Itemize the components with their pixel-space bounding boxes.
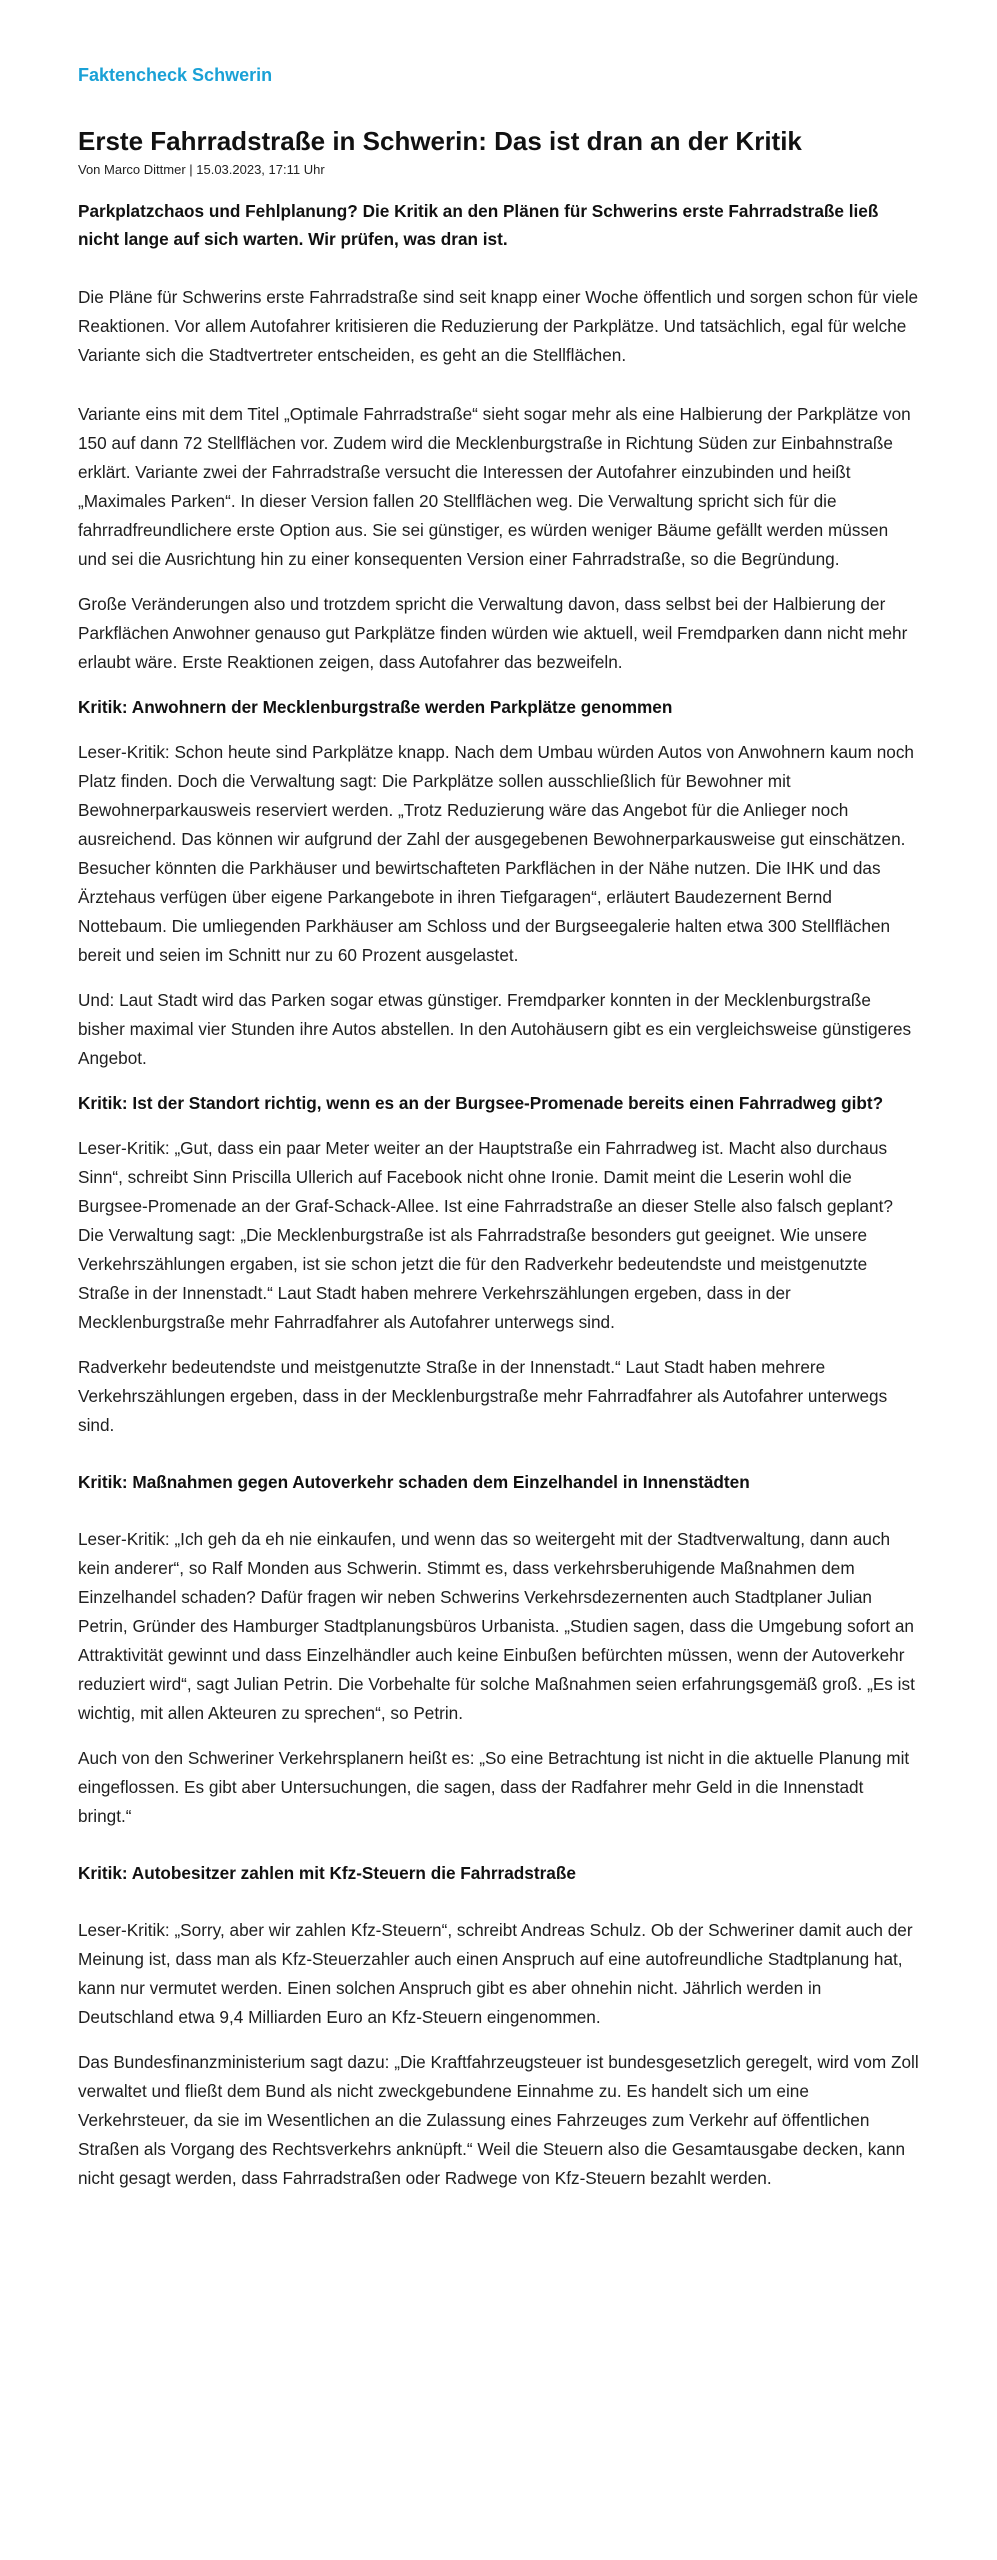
paragraph-10: Leser-Kritik: „Sorry, aber wir zahlen Kfz-Steuern“, schreibt Andreas Schulz. Ob der Schweriner damit auch der Meinung ist, dass man als Kfz-Steuerzahler auch einen Anspruch auf eine autofreundliche Stadtplanung hat, kann nur vermutet werden. Einen solchen Anspruch gibt es aber ohnehin nicht. Jährlich werden in Deutschland etwa 9,4 Milliarden Euro an Kfz-Steuern eingenommen. (78, 1920, 913, 2027)
subheading-kfz-steuern: Kritik: Autobesitzer zahlen mit Kfz-Steuern die Fahrradstraße (78, 1863, 576, 1883)
paragraph-4: Leser-Kritik: Schon heute sind Parkplätze knapp. Nach dem Umbau würden Autos von Anwohnern kaum noch Platz finden. Doch die Verwaltung sagt: Die Parkplätze sollen ausschließlich für Bewohner mit Bewohnerparkausweis reserviert werden. „Trotz Reduzierung wäre das Angebot für die Anlieger noch ausreichend. Das können wir aufgrund der Zahl der ausgegebenen Bewohnerparkausweise gut einschätzen. Besucher könnten die Parkhäuser und bewirtschafteten Parkflächen in der Nähe nutzen. Die IHK und das Ärztehaus verfügen über eigene Parkangebote in ihren Tiefgaragen“, erläutert Baudezernent Bernd Nottebaum. Die umliegenden Parkhäuser am Schloss und der Burgseegalerie halten etwa 300 Stellflächen bereit und seien im Schnitt nur zu 60 Prozent ausgelastet. (78, 742, 914, 965)
subheading-parkplaetze: Kritik: Anwohnern der Mecklenburgstraße werden Parkplätze genommen (78, 697, 673, 717)
paragraph-1: Die Pläne für Schwerins erste Fahrradstraße sind seit knapp einer Woche öffentlich und sorgen schon für viele Reaktionen. Vor allem Autofahrer kritisieren die Reduzierung der Parkplätze. Und tatsächlich, egal für welche Variante sich die Stadtvertreter entscheiden, es geht an die Stellflächen. (78, 287, 919, 365)
paragraph-7: Radverkehr bedeutendste und meistgenutzte Straße in der Innenstadt.“ Laut Stadt haben mehrere Verkehrszählungen ergeben, dass in der Mecklenburgstraße mehr Fahrradfahrer als Autofahrer unterwegs sind. (78, 1357, 888, 1435)
paragraph-5: Und: Laut Stadt wird das Parken sogar etwas günstiger. Fremdparker konnten in der Mecklenburgstraße bisher maximal vier Stunden ihre Autos abstellen. In den Autohäusern gibt es ein vergleichsweise günstigeres Angebot. (78, 990, 912, 1068)
paragraph-11: Das Bundesfinanzministerium sagt dazu: „Die Kraftfahrzeugsteuer ist bundesgesetzlich geregelt, wird vom Zoll verwaltet und fließt dem Bund als nicht zweckgebundene Einnahme zu. Es handelt sich um eine Verkehrsteuer, da sie im Wesentlichen an die Zulassung eines Fahrzeuges zum Verkehr auf öffentlichen Straßen als Vorgang des Rechtsverkehrs anknüpft.“ Weil die Steuern also die Gesamtausgabe decken, kann nicht gesagt werden, dass Fahrradstraßen oder Radwege von Kfz-Steuern bezahlt werden. (78, 2052, 919, 2188)
paragraph-2: Variante eins mit dem Titel „Optimale Fahrradstraße“ sieht sogar mehr als eine Halbierung der Parkplätze von 150 auf dann 72 Stellflächen vor. Zudem wird die Mecklenburgstraße in Richtung Süden zur Einbahnstraße erklärt. Variante zwei der Fahrradstraße versucht die Interessen der Autofahrer einzubinden und heißt „Maximales Parken“. In dieser Version fallen 20 Stellflächen weg. Die Verwaltung spricht sich für die fahrradfreundlichere erste Option aus. Sie sei günstiger, es würden weniger Bäume gefällt werden müssen und sei die Ausrichtung hin zu einer konsequenten Version einer Fahrradstraße, so die Begründung. (78, 404, 911, 569)
subheading-standort: Kritik: Ist der Standort richtig, wenn es an der Burgsee-Promenade bereits einen Fahrradweg gibt? (78, 1093, 884, 1113)
article-lead: Parkplatzchaos und Fehlplanung? Die Kritik an den Plänen für Schwerins erste Fahrradstraße ließ nicht lange auf sich warten. Wir prüfen, was dran ist. (78, 201, 879, 249)
paragraph-9: Auch von den Schweriner Verkehrsplanern heißt es: „So eine Betrachtung ist nicht in die aktuelle Planung mit eingeflossen. Es gibt aber Untersuchungen, die sagen, dass der Radfahrer mehr Geld in die Innenstadt bringt.“ (78, 1748, 910, 1826)
paragraph-8: Leser-Kritik: „Ich geh da eh nie einkaufen, und wenn das so weitergeht mit der Stadtverwaltung, dann auch kein anderer“, so Ralf Monden aus Schwerin. Stimmt es, dass verkehrsberuhigende Maßnahmen dem Einzelhandel schaden? Dafür fragen wir neben Schwerins Verkehrsdezernenten auch Stadtplaner Julian Petrin, Gründer des Hamburger Stadtplanungsbüros Urbanista. „Studien sagen, dass die Umgebung sofort an Attraktivität gewinnt und dass Einzelhändler auch keine Einbußen befürchten müssen, wenn der Autoverkehr reduziert wird“, sagt Julian Petrin. Die Vorbehalte für solche Maßnahmen seien erfahrungsgemäß groß. „Es ist wichtig, mit allen Akteuren zu sprechen“, so Petrin. (78, 1529, 915, 1723)
paragraph-6: Leser-Kritik: „Gut, dass ein paar Meter weiter an der Hauptstraße ein Fahrradweg ist. Macht also durchaus Sinn“, schreibt Sinn Priscilla Ullerich auf Facebook nicht ohne Ironie. Damit meint die Leserin wohl die Burgsee-Promenade an der Graf-Schack-Allee. Ist eine Fahrradstraße an dieser Stelle also falsch geplant? Die Verwaltung sagt: „Die Mecklenburgstraße ist als Fahrradstraße besonders gut geeignet. Wie unsere Verkehrszählungen ergaben, ist sie schon jetzt die für den Radverkehr bedeutendste und meistgenutzte Straße in der Innenstadt.“ Laut Stadt haben mehrere Verkehrszählungen ergeben, dass in der Mecklenburgstraße mehr Fahrradfahrer als Autofahrer unterwegs sind. (78, 1138, 893, 1332)
paragraph-3: Große Veränderungen also und trotzdem spricht die Verwaltung davon, dass selbst bei der Halbierung der Parkflächen Anwohner genauso gut Parkplätze finden würden wie aktuell, weil Fremdparken dann nicht mehr erlaubt wäre. Erste Reaktionen zeigen, dass Autofahrer das bezweifeln. (78, 594, 908, 672)
section-kicker[interactable]: Faktencheck Schwerin (78, 65, 273, 85)
subheading-einzelhandel: Kritik: Maßnahmen gegen Autoverkehr schaden dem Einzelhandel in Innenstädten (78, 1472, 750, 1492)
byline: Von Marco Dittmer | 15.03.2023, 17:11 Uhr (78, 162, 325, 177)
article-title: Erste Fahrradstraße in Schwerin: Das ist dran an der Kritik (78, 126, 802, 156)
